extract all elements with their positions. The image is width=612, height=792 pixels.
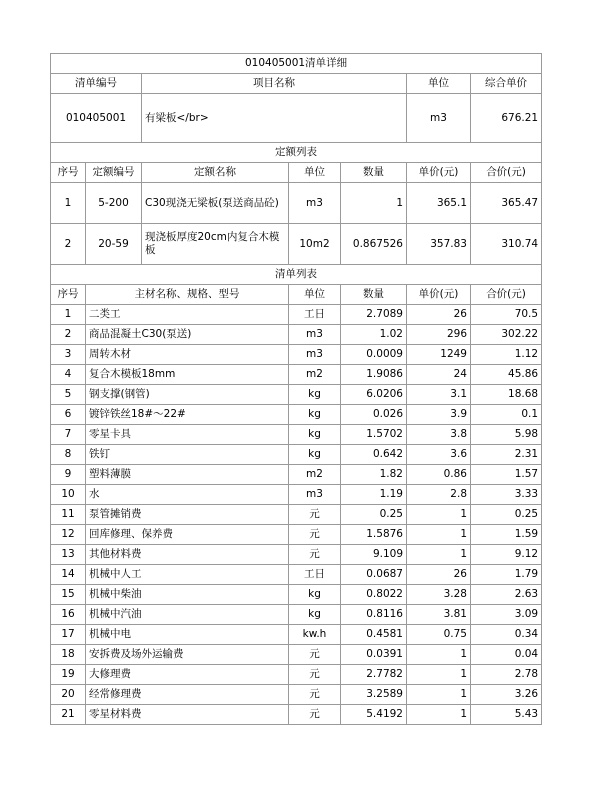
material-price: 1 — [407, 645, 471, 665]
quota-row — [51, 224, 542, 265]
quota-price: 357.83 — [407, 224, 471, 265]
material-name: 机械中人工 — [86, 565, 289, 585]
material-row — [51, 665, 542, 685]
material-no: 18 — [51, 645, 86, 665]
material-name: 二类工 — [86, 305, 289, 325]
material-price: 1 — [407, 685, 471, 705]
material-no: 11 — [51, 505, 86, 525]
material-price: 1 — [407, 705, 471, 725]
material-total: 0.1 — [471, 405, 542, 425]
quota-unit: 10m2 — [289, 224, 341, 265]
material-name: 复合木模板18mm — [86, 365, 289, 385]
material-unit: m3 — [289, 485, 341, 505]
quota-total: 310.74 — [471, 224, 542, 265]
material-unit: kg — [289, 425, 341, 445]
material-row — [51, 705, 542, 725]
material-total: 3.33 — [471, 485, 542, 505]
material-unit: 元 — [289, 525, 341, 545]
material-total: 302.22 — [471, 325, 542, 345]
quota-code: 5-200 — [86, 183, 142, 224]
material-row — [51, 345, 542, 365]
quota-code: 20-59 — [86, 224, 142, 265]
material-no-header: 序号 — [51, 285, 86, 305]
material-name: 钢支撑(钢管) — [86, 385, 289, 405]
material-qty: 2.7089 — [341, 305, 407, 325]
material-total: 1.57 — [471, 465, 542, 485]
material-name: 镀锌铁丝18#～22# — [86, 405, 289, 425]
material-row — [51, 505, 542, 525]
material-total: 0.34 — [471, 625, 542, 645]
material-qty: 2.7782 — [341, 665, 407, 685]
material-qty: 0.0391 — [341, 645, 407, 665]
quota-section-title: 定额列表 — [51, 143, 542, 163]
material-unit: 工日 — [289, 565, 341, 585]
material-price: 1249 — [407, 345, 471, 365]
material-total: 1.12 — [471, 345, 542, 365]
material-total: 3.26 — [471, 685, 542, 705]
material-row — [51, 605, 542, 625]
material-row — [51, 405, 542, 425]
material-price-header: 单价(元) — [407, 285, 471, 305]
material-price: 3.81 — [407, 605, 471, 625]
material-qty: 6.0206 — [341, 385, 407, 405]
material-name: 回库修理、保养费 — [86, 525, 289, 545]
material-name: 零星材料费 — [86, 705, 289, 725]
material-qty: 0.0687 — [341, 565, 407, 585]
material-no: 12 — [51, 525, 86, 545]
material-qty: 0.026 — [341, 405, 407, 425]
material-name: 铁钉 — [86, 445, 289, 465]
material-total: 2.31 — [471, 445, 542, 465]
material-row — [51, 425, 542, 445]
material-price: 3.6 — [407, 445, 471, 465]
material-price: 2.8 — [407, 485, 471, 505]
material-price: 1 — [407, 505, 471, 525]
material-row — [51, 445, 542, 465]
material-total: 18.68 — [471, 385, 542, 405]
quota-no-header: 序号 — [51, 163, 86, 183]
quota-total: 365.47 — [471, 183, 542, 224]
material-price: 1 — [407, 665, 471, 685]
material-name: 机械中汽油 — [86, 605, 289, 625]
material-unit-header: 单位 — [289, 285, 341, 305]
material-section-title: 清单列表 — [51, 265, 542, 285]
material-price: 0.86 — [407, 465, 471, 485]
material-total: 2.63 — [471, 585, 542, 605]
material-name: 塑料薄膜 — [86, 465, 289, 485]
material-unit: 元 — [289, 685, 341, 705]
material-qty: 0.8022 — [341, 585, 407, 605]
bill-name: 有梁板</br> — [142, 94, 407, 143]
material-no: 16 — [51, 605, 86, 625]
material-unit: kg — [289, 405, 341, 425]
material-qty: 1.19 — [341, 485, 407, 505]
material-unit: 元 — [289, 665, 341, 685]
material-row — [51, 525, 542, 545]
material-qty: 0.4581 — [341, 625, 407, 645]
material-no: 19 — [51, 665, 86, 685]
material-name: 安拆费及场外运输费 — [86, 645, 289, 665]
material-name: 机械中电 — [86, 625, 289, 645]
material-unit: 工日 — [289, 305, 341, 325]
material-name: 零星卡具 — [86, 425, 289, 445]
material-row — [51, 385, 542, 405]
material-qty: 9.109 — [341, 545, 407, 565]
material-no: 15 — [51, 585, 86, 605]
material-total: 5.43 — [471, 705, 542, 725]
quota-total-header: 合价(元) — [471, 163, 542, 183]
material-name: 机械中柴油 — [86, 585, 289, 605]
material-row — [51, 565, 542, 585]
material-price: 296 — [407, 325, 471, 345]
material-no: 4 — [51, 365, 86, 385]
material-name: 经常修理费 — [86, 685, 289, 705]
quota-qty-header: 数量 — [341, 163, 407, 183]
material-qty: 0.0009 — [341, 345, 407, 365]
material-unit: 元 — [289, 645, 341, 665]
material-name: 商品混凝土C30(泵送) — [86, 325, 289, 345]
material-row — [51, 325, 542, 345]
quota-name-header: 定额名称 — [142, 163, 289, 183]
material-price: 26 — [407, 565, 471, 585]
quota-qty: 1 — [341, 183, 407, 224]
material-no: 10 — [51, 485, 86, 505]
material-no: 8 — [51, 445, 86, 465]
material-qty-header: 数量 — [341, 285, 407, 305]
quota-no: 1 — [51, 183, 86, 224]
material-row — [51, 645, 542, 665]
material-unit: m3 — [289, 325, 341, 345]
material-row — [51, 465, 542, 485]
material-unit: 元 — [289, 505, 341, 525]
material-total: 1.79 — [471, 565, 542, 585]
material-row — [51, 685, 542, 705]
material-row — [51, 305, 542, 325]
material-price: 3.1 — [407, 385, 471, 405]
material-total: 70.5 — [471, 305, 542, 325]
table-title: 010405001清单详细 — [51, 54, 542, 74]
material-name: 大修理费 — [86, 665, 289, 685]
quota-code-header: 定额编号 — [86, 163, 142, 183]
material-unit: m2 — [289, 465, 341, 485]
material-no: 2 — [51, 325, 86, 345]
material-total: 9.12 — [471, 545, 542, 565]
material-no: 6 — [51, 405, 86, 425]
material-qty: 1.5702 — [341, 425, 407, 445]
material-price: 26 — [407, 305, 471, 325]
material-row — [51, 485, 542, 505]
quota-price-header: 单价(元) — [407, 163, 471, 183]
material-unit: 元 — [289, 545, 341, 565]
material-unit: 元 — [289, 705, 341, 725]
material-unit: kg — [289, 585, 341, 605]
material-no: 3 — [51, 345, 86, 365]
bill-detail-table — [50, 53, 542, 725]
material-price: 1 — [407, 525, 471, 545]
material-price: 3.9 — [407, 405, 471, 425]
material-no: 17 — [51, 625, 86, 645]
material-row — [51, 545, 542, 565]
bill-unit: m3 — [407, 94, 471, 143]
material-qty: 1.5876 — [341, 525, 407, 545]
quota-price: 365.1 — [407, 183, 471, 224]
material-no: 13 — [51, 545, 86, 565]
material-total-header: 合价(元) — [471, 285, 542, 305]
material-unit: kw.h — [289, 625, 341, 645]
material-name: 其他材料费 — [86, 545, 289, 565]
material-qty: 1.82 — [341, 465, 407, 485]
bill-code: 010405001 — [51, 94, 142, 143]
bill-unit-header: 单位 — [407, 74, 471, 94]
material-total: 2.78 — [471, 665, 542, 685]
quota-row — [51, 183, 542, 224]
material-no: 5 — [51, 385, 86, 405]
material-row — [51, 585, 542, 605]
quota-unit: m3 — [289, 183, 341, 224]
material-qty: 0.642 — [341, 445, 407, 465]
material-unit: kg — [289, 385, 341, 405]
bill-price: 676.21 — [471, 94, 542, 143]
quota-name: 现浇板厚度20cm内复合木模板 — [142, 224, 289, 265]
material-unit: kg — [289, 445, 341, 465]
bill-price-header: 综合单价 — [471, 74, 542, 94]
material-price: 1 — [407, 545, 471, 565]
material-total: 45.86 — [471, 365, 542, 385]
quota-unit-header: 单位 — [289, 163, 341, 183]
material-unit: kg — [289, 605, 341, 625]
material-qty: 3.2589 — [341, 685, 407, 705]
material-price: 0.75 — [407, 625, 471, 645]
quota-no: 2 — [51, 224, 86, 265]
material-total: 0.25 — [471, 505, 542, 525]
material-total: 3.09 — [471, 605, 542, 625]
material-price: 3.8 — [407, 425, 471, 445]
material-name: 水 — [86, 485, 289, 505]
material-price: 3.28 — [407, 585, 471, 605]
material-name-header: 主材名称、规格、型号 — [86, 285, 289, 305]
material-total: 0.04 — [471, 645, 542, 665]
quota-name: C30现浇无梁板(泵送商品砼) — [142, 183, 289, 224]
bill-code-header: 清单编号 — [51, 74, 142, 94]
material-no: 21 — [51, 705, 86, 725]
material-row — [51, 365, 542, 385]
material-qty: 0.8116 — [341, 605, 407, 625]
material-name: 泵管摊销费 — [86, 505, 289, 525]
material-unit: m3 — [289, 345, 341, 365]
material-qty: 0.25 — [341, 505, 407, 525]
quota-qty: 0.867526 — [341, 224, 407, 265]
material-total: 1.59 — [471, 525, 542, 545]
material-qty: 1.02 — [341, 325, 407, 345]
material-name: 周转木材 — [86, 345, 289, 365]
material-unit: m2 — [289, 365, 341, 385]
material-no: 20 — [51, 685, 86, 705]
material-price: 24 — [407, 365, 471, 385]
material-no: 14 — [51, 565, 86, 585]
bill-name-header: 项目名称 — [142, 74, 407, 94]
material-no: 7 — [51, 425, 86, 445]
material-qty: 5.4192 — [341, 705, 407, 725]
material-no: 1 — [51, 305, 86, 325]
material-total: 5.98 — [471, 425, 542, 445]
material-qty: 1.9086 — [341, 365, 407, 385]
material-no: 9 — [51, 465, 86, 485]
material-row — [51, 625, 542, 645]
